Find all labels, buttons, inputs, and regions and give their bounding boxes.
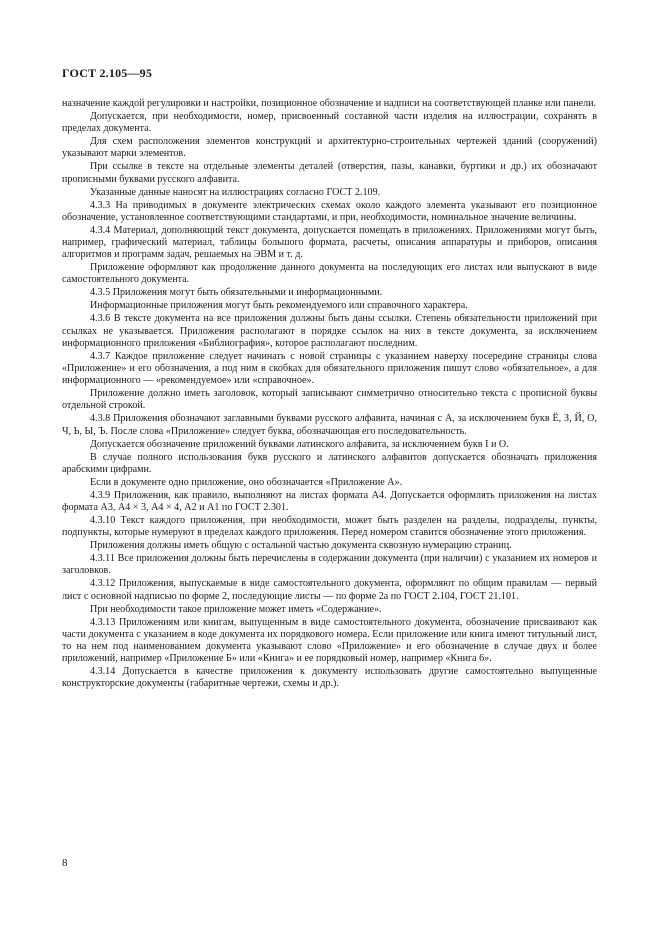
paragraph: Приложение должно иметь заголовок, который записывают симметрично относительно текста с прописной буквы отдельной строкой. — [62, 388, 597, 412]
paragraph: назначение каждой регулировки и настройки, позиционное обозначение и надписи на соответствующей планке или панели. — [62, 98, 597, 109]
paragraph: Допускается, при необходимости, номер, присвоенный составной части изделия на иллюстрации, сохранять в пределах документа. — [62, 111, 597, 135]
clause-4-3-6: 4.3.6 В тексте документа на все приложения должны быть даны ссылки. Степень обязательности приложений при ссылках не указывается. Приложения располагают в порядке ссылок на них в тексте документа, за исключением информационного приложения «Библиография», которое располагают последним. — [62, 313, 597, 349]
clause-4-3-9: 4.3.9 Приложения, как правило, выполняют на листах формата А4. Допускается оформлять приложения на листах формата А3, А4 × 3, А4 × 4, А2 и А1 по ГОСТ 2.301. — [62, 489, 597, 514]
clause-4-3-5: 4.3.5 Приложения могут быть обязательными и информационными. — [90, 287, 383, 299]
clause-4-3-12: 4.3.12 Приложения, выпускаемые в виде самостоятельного документа, оформляют по общим правилам — первый лист с основной надписью по форме 2, последующие листы — по форме 2а по ГОСТ 2.104, ГОСТ 21.101. — [62, 578, 597, 602]
paragraph: Если в документе одно приложение, оно обозначается «Приложение А». — [90, 476, 403, 488]
paragraph: Указанные данные наносят на иллюстрациях согласно ГОСТ 2.109. — [90, 186, 381, 198]
clause-4-3-4: 4.3.4 Материал, дополняющий текст документа, допускается помещать в приложениях. Приложениями могут быть, например, графический материал, таблицы большого формата, расчеты, описания аппаратуры и приборов, описания алгоритмов и программ задач, решаемых на ЭВМ и т. д. — [62, 224, 597, 261]
paragraph: Информационные приложения могут быть рекомендуемого или справочного характера. — [90, 300, 468, 312]
clause-4-3-3: 4.3.3 На приводимых в документе электрических схемах около каждого элемента указывают его позиционное обозначение, установленное соответствующими стандартами, и при, необходимости, номинальное значение величины. — [62, 199, 597, 223]
paragraph: В случае полного использования букв русского и латинского алфавитов допускается обозначать приложения арабскими цифрами. — [62, 451, 597, 475]
page-number: 8 — [62, 857, 68, 869]
clause-4-3-11: 4.3.11 Все приложения должны быть перечислены в содержании документа (при наличии) с указанием их номеров и заголовков. — [62, 553, 597, 577]
clause-4-3-14: 4.3.14 Допускается в качестве приложения к документу использовать другие самостоятельно выпущенные конструкторские документы (габаритные чертежи, схемы и др.). — [62, 666, 597, 690]
paragraph: Приложения должны иметь общую с остальной частью документа сквозную нумерацию страниц. — [90, 540, 512, 552]
paragraph: Допускается обозначение приложений буквами латинского алфавита, за исключением букв I и O. — [90, 438, 509, 450]
clause-4-3-10: 4.3.10 Текст каждого приложения, при необходимости, может быть разделен на разделы, подразделы, пункты, подпункты, которые нумеруют в пределах каждого приложения. Перед номером ставится обозначение этого приложения. — [62, 515, 597, 539]
paragraph: При ссылке в тексте на отдельные элементы деталей (отверстия, пазы, канавки, буртики и др.) их обозначают прописными буквами русского алфавита. — [62, 161, 597, 185]
paragraph: Для схем расположения элементов конструкций и архитектурно-строительных чертежей зданий (сооружений) указывают марки элементов. — [62, 136, 597, 160]
paragraph: Приложение оформляют как продолжение данного документа на последующих его листах или выпускают в виде самостоятельного документа. — [62, 262, 597, 286]
document-header: ГОСТ 2.105—95 — [62, 66, 153, 80]
clause-4-3-8: 4.3.8 Приложения обозначают заглавными буквами русского алфавита, начиная с А, за исключением букв Ё, З, Й, О, Ч, Ь, Ы, Ъ. После слова «Приложение» следует буква, обозначающая его последовательность. — [62, 413, 597, 437]
clause-4-3-7: 4.3.7 Каждое приложение следует начинать с новой страницы с указанием наверху посередине страницы слова «Приложение» и его обозначения, а под ним в скобках для обязательного приложения пишут слово «обязательное», а для информационного — «рекомендуемое» или «справочное». — [62, 350, 597, 387]
document-body — [62, 98, 597, 691]
paragraph: При необходимости такое приложение может иметь «Содержание». — [90, 603, 382, 615]
clause-4-3-13: 4.3.13 Приложениям или книгам, выпущенным в виде самостоятельного документа, обозначение присваивают как части документа с указанием в коде документа их порядкового номера. Если приложение или книга имеют титульный лист, то на нем под наименованием документа указывают слово «Приложение» и его обозначение в случае двух и более приложений, например «Приложение Б» или «Книга» и ее порядковый номер, например «Книга 6». — [62, 616, 597, 665]
